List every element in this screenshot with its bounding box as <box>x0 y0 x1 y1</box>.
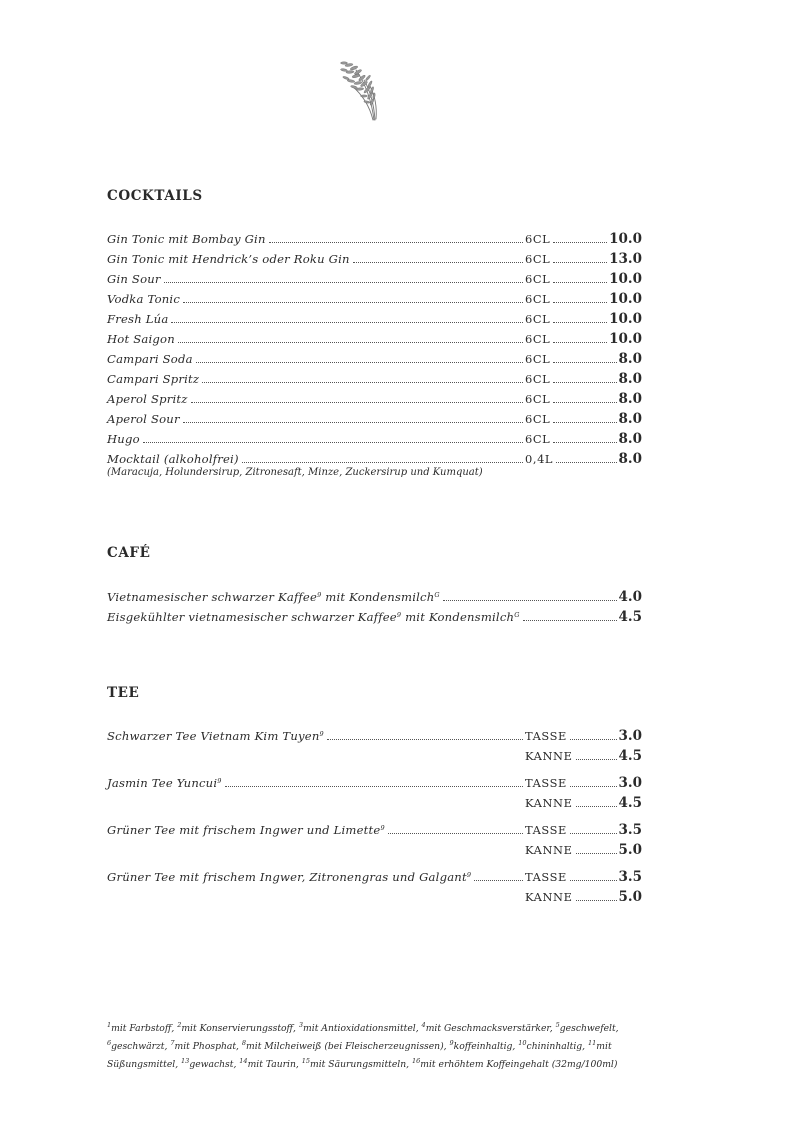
item-name: Aperol Sour <box>107 412 180 426</box>
footnote-number: 16 <box>411 1057 421 1065</box>
item-price: 4.0 <box>618 589 642 605</box>
dot-leader <box>576 806 617 807</box>
item-unit: 6CL <box>525 392 551 406</box>
dot-leader <box>553 422 616 423</box>
dot-leader <box>553 302 607 303</box>
footnote-text: geschwärzt, <box>111 1041 171 1052</box>
item-unit: 0,4L <box>525 452 554 466</box>
dot-leader <box>523 620 617 621</box>
dot-leader <box>474 880 523 881</box>
cocktail-row <box>107 226 642 246</box>
dot-leader <box>553 242 607 243</box>
dot-leader <box>143 442 523 443</box>
tee-row <box>107 817 642 837</box>
cocktail-row <box>107 386 642 406</box>
footnote-text: mit Geschmacksverstärker, <box>425 1023 556 1034</box>
item-name <box>107 590 440 604</box>
footnote-number: 11 <box>588 1039 597 1047</box>
item-unit-cup: TASSE <box>525 776 567 790</box>
tee-row-pot <box>107 884 642 904</box>
item-price: 8.0 <box>618 371 642 387</box>
item-name <box>107 870 471 884</box>
item-unit-cup: TASSE <box>525 729 567 743</box>
footnote-number: 9 <box>449 1039 454 1047</box>
item-name-part: Schwarzer Tee Vietnam Kim Tuyen <box>107 729 320 743</box>
footnote-number: 2 <box>177 1021 182 1029</box>
item-unit-pot: KANNE <box>525 843 573 857</box>
item-price: 10.0 <box>609 291 642 307</box>
footnote-number: 7 <box>170 1039 175 1047</box>
dot-leader <box>164 282 523 283</box>
footnote-number: 13 <box>181 1057 190 1065</box>
dot-leader <box>327 739 523 740</box>
dot-leader <box>183 302 523 303</box>
tee-row-pot <box>107 790 642 810</box>
item-price: 8.0 <box>618 391 642 407</box>
cocktail-row <box>107 286 642 306</box>
mocktail-ingredients-note: (Maracuja, Holundersirup, Zitronesaft, Minze, Zuckersirup und Kumquat) <box>107 467 483 478</box>
item-unit-pot: KANNE <box>525 890 573 904</box>
item-name: Fresh Lúa <box>107 312 169 326</box>
dot-leader <box>553 442 616 443</box>
item-price: 13.0 <box>609 251 642 267</box>
dot-leader <box>183 422 523 423</box>
dot-leader <box>576 900 617 901</box>
footnote-text: chininhaltig, <box>526 1041 589 1052</box>
dot-leader <box>570 880 617 881</box>
caffeine-footnote-mark: 9 <box>217 777 222 785</box>
footnote-text: mit Säurungsmitteln, <box>310 1059 412 1070</box>
footnote-number: 6 <box>107 1039 112 1047</box>
dot-leader <box>576 853 617 854</box>
footnote-text: mit Antioxidationsmittel, <box>303 1023 422 1034</box>
footnote-text: mit Konservierungsstoff, <box>181 1023 299 1034</box>
caffeine-footnote-mark: 9 <box>319 730 324 738</box>
tee-row-pot <box>107 837 642 857</box>
dot-leader <box>553 282 607 283</box>
item-name-part: mit Kondensmilch <box>325 590 435 604</box>
footnote-number: 15 <box>301 1057 311 1065</box>
cocktail-row <box>107 306 642 326</box>
dot-leader <box>202 382 523 383</box>
section-title-cafe: CAFÉ <box>107 545 151 561</box>
dot-leader <box>388 833 523 834</box>
item-name: Gin Tonic mit Hendrick’s oder Roku Gin <box>107 252 350 266</box>
dot-leader <box>443 600 617 601</box>
dot-leader <box>576 759 617 760</box>
item-price: 8.0 <box>618 451 642 467</box>
dot-leader <box>353 262 523 263</box>
item-price: 10.0 <box>609 311 642 327</box>
section-title-cocktails: COCKTAILS <box>107 188 203 204</box>
item-name: Gin Sour <box>107 272 161 286</box>
item-unit: 6CL <box>525 412 551 426</box>
rice-plant-logo-icon <box>334 56 384 122</box>
footnote-text: gewachst, <box>189 1059 240 1070</box>
dot-leader <box>196 362 523 363</box>
allergen-mark: G <box>514 611 520 619</box>
cocktail-row <box>107 406 642 426</box>
item-price-cup: 3.0 <box>618 728 642 744</box>
footnote-number: 1 <box>107 1021 112 1029</box>
item-name: Hot Saigon <box>107 332 175 346</box>
footnote-text: koffeinhaltig, <box>453 1041 519 1052</box>
item-name: Aperol Spritz <box>107 392 188 406</box>
item-unit-pot: KANNE <box>525 749 573 763</box>
item-unit: 6CL <box>525 432 551 446</box>
cocktail-row <box>107 366 642 386</box>
item-unit-cup: TASSE <box>525 870 567 884</box>
footnote-number: 4 <box>421 1021 426 1029</box>
cocktail-row <box>107 446 642 466</box>
item-name-part: Eisgekühlter vietnamesischer schwarzer Kaffee <box>107 610 397 624</box>
item-name <box>107 610 520 624</box>
footnote-text: geschwefelt, <box>559 1023 619 1034</box>
dot-leader <box>556 462 616 463</box>
cocktail-row <box>107 326 642 346</box>
item-name: Campari Soda <box>107 352 193 366</box>
section-title-tee: TEE <box>107 685 140 701</box>
dot-leader <box>553 362 616 363</box>
item-price: 8.0 <box>618 431 642 447</box>
cocktail-row <box>107 246 642 266</box>
item-name: Vodka Tonic <box>107 292 181 306</box>
item-price: 10.0 <box>609 331 642 347</box>
item-unit: 6CL <box>525 372 551 386</box>
item-name: Campari Spritz <box>107 372 200 386</box>
item-price-cup: 3.5 <box>618 822 642 838</box>
dot-leader <box>570 786 617 787</box>
tee-row <box>107 770 642 790</box>
dot-leader <box>242 462 523 463</box>
caffeine-footnote-mark: 9 <box>380 824 385 832</box>
cocktail-row <box>107 346 642 366</box>
caffeine-footnote-mark: 9 <box>396 611 402 619</box>
caffeine-footnote-mark: 9 <box>317 591 322 599</box>
item-name <box>107 729 324 743</box>
footnote-text: mit Süßungsmittel, <box>107 1041 612 1070</box>
item-name-part: Grüner Tee mit frischem Ingwer, Zitronengras und Galgant <box>107 870 467 884</box>
item-name-part: Grüner Tee mit frischem Ingwer und Limette <box>107 823 381 837</box>
item-price: 8.0 <box>618 351 642 367</box>
dot-leader <box>570 739 617 740</box>
item-name <box>107 823 385 837</box>
item-unit: 6CL <box>525 232 551 246</box>
footnote-number: 10 <box>518 1039 527 1047</box>
item-unit: 6CL <box>525 252 551 266</box>
cocktail-row <box>107 266 642 286</box>
dot-leader <box>171 322 523 323</box>
caffeine-footnote-mark: 9 <box>466 871 472 879</box>
allergen-mark: G <box>434 591 440 599</box>
allergen-footnotes <box>107 1020 652 1074</box>
item-unit: 6CL <box>525 332 551 346</box>
cafe-row <box>107 604 642 624</box>
item-price-pot: 5.0 <box>618 889 642 905</box>
item-name: Mocktail (alkoholfrei) <box>107 452 239 466</box>
item-unit-cup: TASSE <box>525 823 567 837</box>
item-name-part: mit Kondensmilch <box>405 610 515 624</box>
item-unit: 6CL <box>525 292 551 306</box>
dot-leader <box>553 382 616 383</box>
item-price: 10.0 <box>609 271 642 287</box>
item-price-cup: 3.5 <box>618 869 642 885</box>
footnote-number: 3 <box>298 1021 304 1029</box>
footnote-number: 14 <box>239 1057 248 1065</box>
footnote-number: 8 <box>241 1039 247 1047</box>
dot-leader <box>553 402 616 403</box>
dot-leader <box>553 262 607 263</box>
footnote-text: mit Taurin, <box>247 1059 302 1070</box>
cocktail-row <box>107 426 642 446</box>
footnote-number: 5 <box>555 1021 560 1029</box>
item-name-part: Jasmin Tee Yuncui <box>107 776 218 790</box>
footnote-text: mit Phosphat, <box>174 1041 242 1052</box>
item-name: Hugo <box>107 432 140 446</box>
item-price-pot: 5.0 <box>618 842 642 858</box>
item-unit: 6CL <box>525 312 551 326</box>
item-unit-pot: KANNE <box>525 796 573 810</box>
footnote-text: mit Milcheiweiß (bei Fleischerzeugnissen), <box>246 1041 450 1052</box>
tee-row <box>107 864 642 884</box>
dot-leader <box>225 786 523 787</box>
tee-row-pot <box>107 743 642 763</box>
footnote-text: mit Farbstoff, <box>111 1023 178 1034</box>
dot-leader <box>553 342 607 343</box>
tee-row <box>107 723 642 743</box>
item-unit: 6CL <box>525 272 551 286</box>
item-price-cup: 3.0 <box>618 775 642 791</box>
footnote-text: mit erhöhtem Koffeingehalt (32mg/100ml) <box>420 1059 618 1070</box>
item-name <box>107 776 222 790</box>
dot-leader <box>178 342 523 343</box>
dot-leader <box>553 322 607 323</box>
item-price: 4.5 <box>618 609 642 625</box>
item-price-pot: 4.5 <box>618 795 642 811</box>
item-unit: 6CL <box>525 352 551 366</box>
item-name-part: Vietnamesischer schwarzer Kaffee <box>107 590 318 604</box>
dot-leader <box>269 242 523 243</box>
dot-leader <box>570 833 617 834</box>
dot-leader <box>191 402 523 403</box>
cafe-row <box>107 584 642 604</box>
item-price-pot: 4.5 <box>618 748 642 764</box>
item-price: 8.0 <box>618 411 642 427</box>
item-price: 10.0 <box>609 231 642 247</box>
item-name: Gin Tonic mit Bombay Gin <box>107 232 266 246</box>
